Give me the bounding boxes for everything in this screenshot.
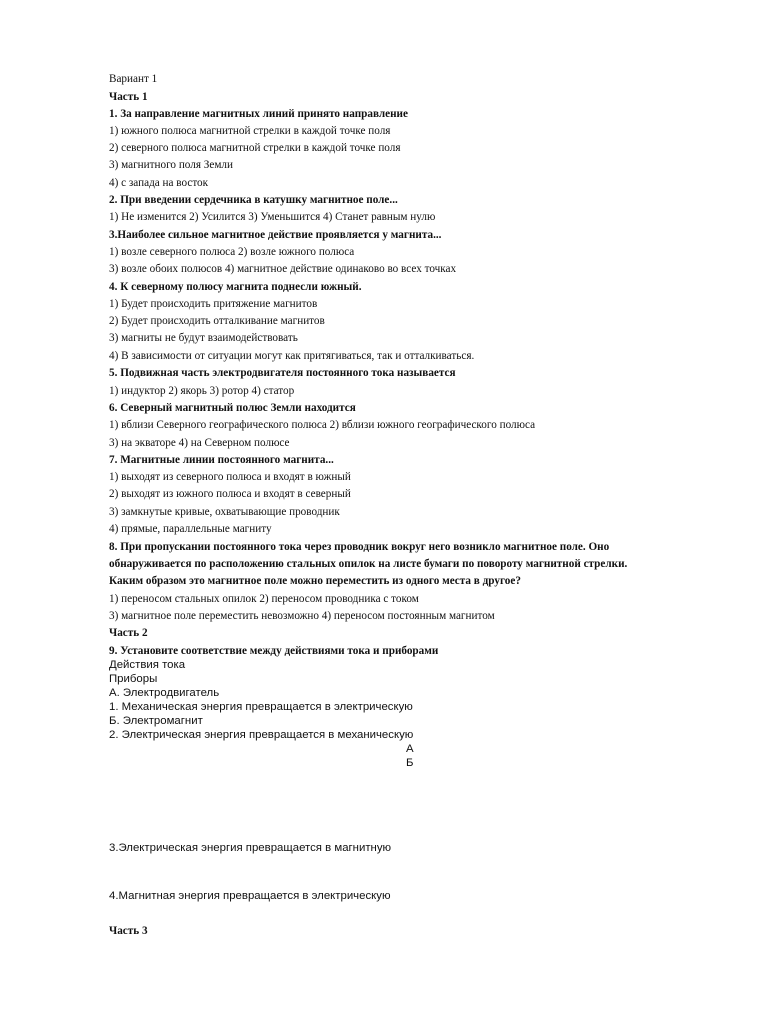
- q3-options-line-2: 3) возле обоих полюсов 4) магнитное действие одинаково во всех точках: [109, 263, 457, 275]
- part3-heading: Часть 3: [109, 925, 148, 937]
- question-6: 6. Северный магнитный полюс Земли находится: [109, 402, 356, 414]
- q9-item-1: 1. Механическая энергия превращается в электрическую: [109, 701, 413, 713]
- q1-option-2: 2) северного полюса магнитной стрелки в каждой точке поля: [109, 142, 401, 154]
- q1-option-1: 1) южного полюса магнитной стрелки в каждой точке поля: [109, 125, 391, 137]
- q9-item-4: 4.Магнитная энергия превращается в электрическую: [109, 890, 391, 902]
- q7-option-2: 2) выходят из южного полюса и входят в северный: [109, 488, 351, 500]
- q8-options-line-1: 1) переносом стальных опилок 2) переносом проводника с током: [109, 593, 419, 605]
- q1-option-4: 4) с запада на восток: [109, 177, 209, 189]
- q4-option-4: 4) В зависимости от ситуации могут как притягиваться, так и отталкиваться.: [109, 350, 475, 362]
- q9-column-actions-header: Действия тока: [109, 659, 186, 671]
- q1-option-3: 3) магнитного поля Земли: [109, 159, 233, 171]
- q4-option-2: 2) Будет происходить отталкивание магнитов: [109, 315, 325, 327]
- question-8-line-3: Каким образом это магнитное поле можно переместить из одного места в другое?: [109, 575, 521, 587]
- question-4: 4. К северному полюсу магнита поднесли южный.: [109, 281, 362, 293]
- question-8-line-1: 8. При пропускании постоянного тока через проводник вокруг него возникло магнитное поле. Оно: [109, 541, 610, 553]
- q6-options-line-2: 3) на экваторе 4) на Северном полюсе: [109, 437, 290, 449]
- q9-answer-a: А: [406, 743, 414, 755]
- question-9: 9. Установите соответствие между действиями тока и приборами: [109, 645, 439, 657]
- q9-column-devices-header: Приборы: [109, 673, 158, 685]
- part2-heading: Часть 2: [109, 627, 148, 639]
- q4-option-3: 3) магниты не будут взаимодействовать: [109, 332, 298, 344]
- q5-options: 1) индуктор 2) якорь 3) ротор 4) статор: [109, 385, 295, 397]
- question-2: 2. При введении сердечника в катушку магнитное поле...: [109, 194, 398, 206]
- q4-option-1: 1) Будет происходить притяжение магнитов: [109, 298, 318, 310]
- question-3: 3.Наиболее сильное магнитное действие проявляется у магнита...: [109, 229, 442, 241]
- q6-options-line-1: 1) вблизи Северного географического полюса 2) вблизи южного географического полюса: [109, 419, 536, 431]
- q9-item-2: 2. Электрическая энергия превращается в механическую: [109, 729, 414, 741]
- question-8-line-2: обнаруживается по расположению стальных опилок на листе бумаги по повороту магнитной стрелки.: [109, 558, 628, 570]
- q9-item-3: 3.Электрическая энергия превращается в магнитную: [109, 842, 392, 854]
- q9-item-a: А. Электродвигатель: [109, 687, 220, 699]
- q7-option-3: 3) замкнутые кривые, охватывающие проводник: [109, 506, 340, 518]
- q7-option-4: 4) прямые, параллельные магниту: [109, 523, 272, 535]
- q9-answer-b: Б: [406, 757, 414, 769]
- q8-options-line-2: 3) магнитное поле переместить невозможно 4) переносом постоянным магнитом: [109, 610, 495, 622]
- question-7: 7. Магнитные линии постоянного магнита...: [109, 454, 334, 466]
- question-5: 5. Подвижная часть электродвигателя постоянного тока называется: [109, 367, 456, 379]
- variant-label: Вариант 1: [109, 73, 158, 85]
- part1-heading: Часть 1: [109, 91, 148, 103]
- q9-item-b: Б. Электромагнит: [109, 715, 203, 727]
- q3-options-line-1: 1) возле северного полюса 2) возле южного полюса: [109, 246, 355, 258]
- q2-options: 1) Не изменится 2) Усилится 3) Уменьшится 4) Станет равным нулю: [109, 211, 436, 223]
- question-1: 1. За направление магнитных линий принято направление: [109, 108, 408, 120]
- q7-option-1: 1) выходят из северного полюса и входят в южный: [109, 471, 351, 483]
